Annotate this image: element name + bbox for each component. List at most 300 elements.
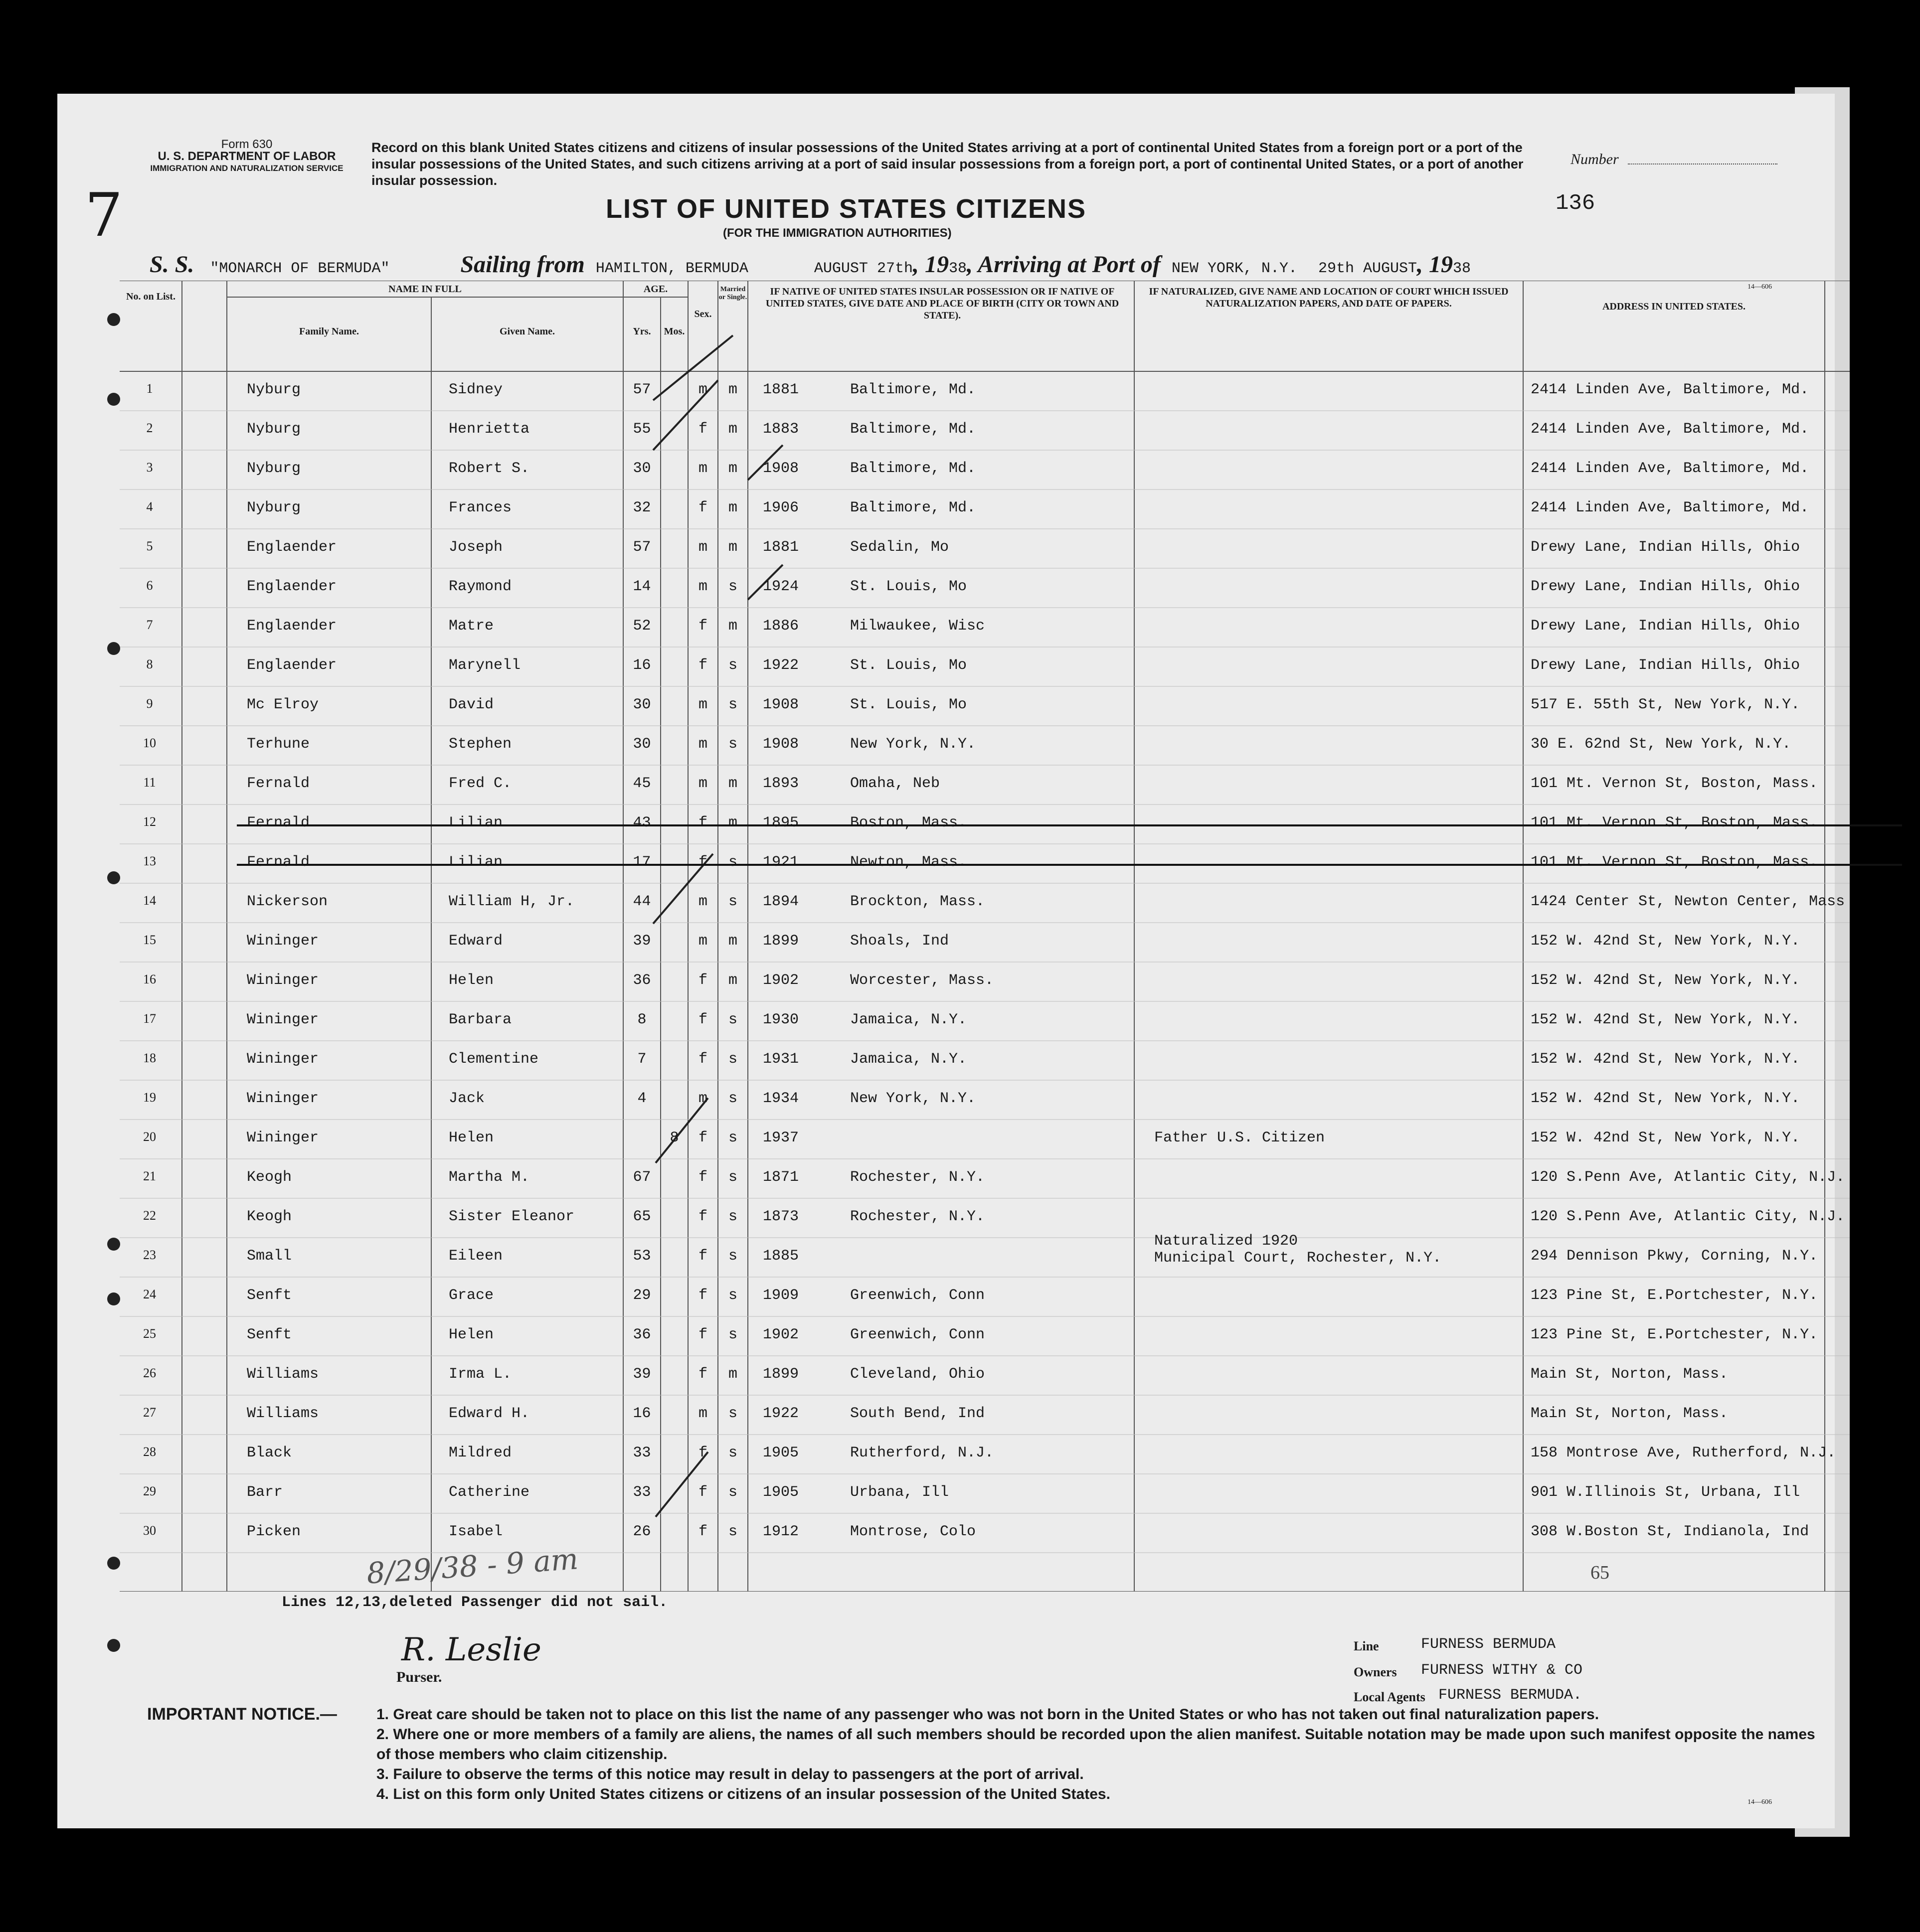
cell-yrs: 16: [633, 657, 651, 674]
table-row: [120, 805, 1850, 844]
cell-ms: s: [728, 1248, 737, 1265]
table-row: [120, 962, 1850, 1001]
cell-place: Greenwich, Conn: [850, 1287, 985, 1304]
margin-number: 65: [1590, 1562, 1609, 1583]
deleted-note: Lines 12,13,deleted Passenger did not sail.: [282, 1594, 668, 1611]
col-header-married: Married or Single.: [718, 286, 747, 301]
cell-ms: s: [728, 1051, 737, 1068]
cell-place: Rutherford, N.J.: [850, 1445, 994, 1461]
cell-family: Picken: [247, 1523, 301, 1540]
cell-ms: s: [728, 1090, 737, 1107]
cell-given: David: [449, 696, 494, 713]
cell-yrs: 32: [633, 499, 651, 516]
cell-address: 2414 Linden Ave, Baltimore, Md.: [1531, 381, 1809, 398]
cell-place: St. Louis, Mo: [850, 657, 967, 674]
cell-place: Urbana, Ill: [850, 1484, 949, 1501]
cell-place: Worcester, Mass.: [850, 972, 994, 989]
table-row: [120, 1233, 1850, 1277]
service: IMMIGRATION AND NATURALIZATION SERVICE: [150, 163, 344, 173]
col-header-mos: Mos.: [664, 326, 685, 337]
cell-no: 30: [143, 1523, 156, 1538]
cell-sex: f: [698, 1208, 707, 1225]
cell-sex: f: [698, 972, 707, 989]
cell-no: 20: [143, 1129, 156, 1144]
cell-family: Black: [247, 1445, 292, 1461]
cell-given: Helen: [449, 972, 494, 989]
cell-given: Catherine: [449, 1484, 530, 1501]
cell-given: Lilian: [449, 854, 503, 871]
cell-sex: f: [698, 1484, 707, 1501]
cell-year: 1930: [763, 1011, 799, 1028]
cell-given: Helen: [449, 1129, 494, 1146]
table-row: [120, 608, 1850, 647]
cell-address: 308 W.Boston St, Indianola, Ind: [1531, 1523, 1809, 1540]
binder-hole: [107, 1238, 120, 1251]
table-row: [120, 529, 1850, 568]
cell-family: Barr: [247, 1484, 283, 1501]
notice-item-1: 1. Great care should be taken not to place on this list the name of any passenger who was not born in the United States or who has not taken out final naturalization papers.: [376, 1706, 1599, 1723]
cell-yrs: 4: [637, 1090, 647, 1107]
cell-address: 120 S.Penn Ave, Atlantic City, N.J.: [1531, 1169, 1845, 1186]
table-row: [120, 1435, 1850, 1474]
cell-given: Barbara: [449, 1011, 512, 1028]
cell-year: 1922: [763, 1405, 799, 1422]
line-label: Line: [1354, 1639, 1379, 1653]
cell-no: 3: [146, 460, 153, 475]
table-row: [120, 765, 1850, 805]
cell-yrs: 52: [633, 618, 651, 635]
cell-sex: f: [698, 499, 707, 516]
cell-place: Baltimore, Md.: [850, 460, 976, 477]
table-row: [120, 1277, 1850, 1316]
cell-no: 14: [143, 893, 156, 908]
cell-family: Englaender: [247, 539, 337, 556]
cell-family: Wininger: [247, 1090, 319, 1107]
cell-ms: s: [728, 1326, 737, 1343]
sailing-from: HAMILTON, BERMUDA: [595, 260, 748, 277]
important-notice: [376, 1705, 1822, 1804]
cell-sex: m: [698, 381, 707, 398]
table-row: [120, 371, 1850, 411]
cell-address: 152 W. 42nd St, New York, N.Y.: [1531, 1051, 1800, 1068]
cell-ms: s: [728, 1287, 737, 1304]
cell-yrs: 57: [633, 381, 651, 398]
cell-mos: 8: [670, 1129, 679, 1146]
cell-address: 101 Mt. Vernon St, Boston, Mass.: [1531, 854, 1818, 871]
cell-family: Williams: [247, 1405, 319, 1422]
cell-year: 1905: [763, 1484, 799, 1501]
cell-ms: s: [728, 578, 737, 595]
cell-nat: Father U.S. Citizen: [1154, 1129, 1325, 1146]
cell-sex: m: [698, 933, 707, 950]
table-row: [120, 1513, 1850, 1553]
table-row: [120, 923, 1850, 962]
arrive-date: 29th AUGUST: [1318, 260, 1417, 277]
cell-yrs: 55: [633, 421, 651, 438]
binder-hole: [107, 1639, 120, 1652]
arrive-year: 38: [1453, 260, 1471, 277]
page-number: 136: [1556, 191, 1595, 216]
agents-value: FURNESS BERMUDA.: [1438, 1687, 1582, 1704]
cell-place: Jamaica, N.Y.: [850, 1051, 967, 1068]
cell-year: 1895: [763, 814, 799, 831]
handwritten-date: 8/29/38 - 9 am: [365, 1542, 579, 1591]
cell-year: 1886: [763, 618, 799, 635]
notice-item-4: 4. List on this form only United States citizens or citizens of an insular possession of the United States.: [376, 1786, 1110, 1802]
cell-sex: f: [698, 1051, 707, 1068]
cell-no: 5: [146, 539, 153, 553]
cell-family: Wininger: [247, 1011, 319, 1028]
cell-given: Mildred: [449, 1445, 512, 1461]
cell-family: Williams: [247, 1366, 319, 1383]
cell-sex: m: [698, 775, 707, 792]
cell-address: 2414 Linden Ave, Baltimore, Md.: [1531, 421, 1809, 438]
cell-sex: f: [698, 421, 707, 438]
cell-no: 6: [146, 578, 153, 593]
cell-given: Grace: [449, 1287, 494, 1304]
cell-yrs: 36: [633, 1326, 651, 1343]
cell-yrs: 57: [633, 539, 651, 556]
cell-year: 1902: [763, 972, 799, 989]
cell-family: Wininger: [247, 1129, 319, 1146]
purser-signature: R. Leslie: [401, 1631, 541, 1668]
cell-sex: m: [698, 696, 707, 713]
cell-address: 123 Pine St, E.Portchester, N.Y.: [1531, 1326, 1818, 1343]
binder-hole: [107, 871, 120, 884]
cell-place: St. Louis, Mo: [850, 696, 967, 713]
cell-given: Raymond: [449, 578, 512, 595]
form-instructions: Record on this blank United States citizens and citizens of insular possessions of the United States arriving at a port of continental United States from a foreign port or a port of the insular possessions of the United States, and such citizens arriving at a port of said insular possessions from a foreign port, a port of continental United States, or a port of another insular possession.: [371, 140, 1524, 188]
cell-no: 19: [143, 1090, 156, 1105]
cell-sex: f: [698, 854, 707, 871]
voyage-line: S. S. "MONARCH OF BERMUDA" Sailing from HAMILTON, BERMUDA AUGUST 27th, 1938, Arriving at Port of NEW YORK, N.Y. 29th AUGUST, 1938: [150, 251, 1471, 278]
cell-address: 30 E. 62nd St, New York, N.Y.: [1531, 736, 1791, 753]
cell-given: Sidney: [449, 381, 503, 398]
cell-year: 1881: [763, 539, 799, 556]
cell-address: Drewy Lane, Indian Hills, Ohio: [1531, 618, 1800, 635]
cell-year: 1909: [763, 1287, 799, 1304]
cell-place: Omaha, Neb: [850, 775, 940, 792]
cell-year: 1922: [763, 657, 799, 674]
arrival-port: NEW YORK, N.Y.: [1171, 260, 1297, 277]
cell-sex: f: [698, 1129, 707, 1146]
cell-yrs: 67: [633, 1169, 651, 1186]
purser-label: Purser.: [396, 1669, 442, 1685]
cell-sex: f: [698, 657, 707, 674]
cell-sex: f: [698, 1287, 707, 1304]
strikethrough-line: [237, 824, 1902, 826]
owners-value: FURNESS WITHY & CO: [1421, 1662, 1583, 1679]
cell-place: Jamaica, N.Y.: [850, 1011, 967, 1028]
cell-no: 18: [143, 1051, 156, 1065]
cell-ms: m: [728, 814, 737, 831]
cell-yrs: 14: [633, 578, 651, 595]
cell-no: 23: [143, 1248, 156, 1262]
cell-ms: m: [728, 933, 737, 950]
cell-year: 1912: [763, 1523, 799, 1540]
cell-place: Shoals, Ind: [850, 933, 949, 950]
cell-address: Drewy Lane, Indian Hills, Ohio: [1531, 539, 1800, 556]
cell-yrs: 53: [633, 1248, 651, 1265]
cell-given: Isabel: [449, 1523, 503, 1540]
cell-address: 101 Mt. Vernon St, Boston, Mass.: [1531, 814, 1818, 831]
cell-place: Rochester, N.Y.: [850, 1169, 985, 1186]
cell-ms: s: [728, 1484, 737, 1501]
cell-ms: s: [728, 736, 737, 753]
cell-address: 517 E. 55th St, New York, N.Y.: [1531, 696, 1800, 713]
cell-family: Fernald: [247, 775, 310, 792]
cell-yrs: 30: [633, 736, 651, 753]
binder-hole: [107, 393, 120, 406]
cell-address: 2414 Linden Ave, Baltimore, Md.: [1531, 460, 1809, 477]
cell-family: Wininger: [247, 972, 319, 989]
cell-yrs: 36: [633, 972, 651, 989]
col-header-birth: IF NATIVE OF UNITED STATES INSULAR POSSESSION OR IF NATIVE OF UNITED STATES, GIVE DATE AND PLACE OF BIRTH (CITY OR TOWN AND STATE).: [765, 286, 1119, 321]
cell-no: 22: [143, 1208, 156, 1223]
cell-given: Robert S.: [449, 460, 530, 477]
cell-no: 8: [146, 657, 153, 671]
cell-address: 1424 Center St, Newton Center, Mass: [1531, 893, 1845, 910]
sailing-label: Sailing from: [460, 251, 585, 278]
arriving-label: Arriving at Port of: [978, 251, 1161, 278]
cell-year: 1873: [763, 1208, 799, 1225]
cell-family: Keogh: [247, 1208, 292, 1225]
cell-family: Fernald: [247, 854, 310, 871]
cell-place: Milwaukee, Wisc: [850, 618, 985, 635]
cell-family: Englaender: [247, 618, 337, 635]
page-subtitle: (FOR THE IMMIGRATION AUTHORITIES): [723, 226, 952, 240]
cell-year: 1894: [763, 893, 799, 910]
table-row: [120, 1080, 1850, 1120]
cell-ms: s: [728, 1523, 737, 1540]
cell-ms: s: [728, 1169, 737, 1186]
cell-yrs: 26: [633, 1523, 651, 1540]
cell-year: 1902: [763, 1326, 799, 1343]
col-header-naturalized: IF NATURALIZED, GIVE NAME AND LOCATION OF COURT WHICH ISSUED NATURALIZATION PAPERS, AND DATE OF PAPERS.: [1149, 286, 1509, 309]
cell-address: 294 Dennison Pkwy, Corning, N.Y.: [1531, 1248, 1818, 1265]
owners-label: Owners: [1354, 1665, 1397, 1679]
cell-sex: m: [698, 1090, 707, 1107]
cell-yrs: 16: [633, 1405, 651, 1422]
cell-family: Mc Elroy: [247, 696, 319, 713]
notice-item-2: 2. Where one or more members of a family are aliens, the names of all such members should be recorded upon the alien manifest. Suitable notation may be made upon such manifest opposite the names of those members who claim citizenship.: [376, 1726, 1815, 1763]
cell-given: Marynell: [449, 657, 521, 674]
cell-sex: f: [698, 1366, 707, 1383]
cell-sex: m: [698, 578, 707, 595]
cell-no: 25: [143, 1326, 156, 1341]
depart-year: 38: [948, 260, 967, 277]
cell-yrs: 30: [633, 460, 651, 477]
number-label: Number: [1571, 151, 1619, 167]
table-row: [120, 1395, 1850, 1435]
binder-hole: [107, 1557, 120, 1570]
cell-year: 1899: [763, 933, 799, 950]
agents-label: Local Agents: [1354, 1690, 1425, 1704]
table-row: [120, 726, 1850, 765]
cell-no: 15: [143, 933, 156, 947]
cell-place: Baltimore, Md.: [850, 499, 976, 516]
cell-no: 28: [143, 1445, 156, 1459]
cell-year: 1885: [763, 1248, 799, 1265]
passenger-table: [120, 281, 1850, 1592]
cell-year: 1881: [763, 381, 799, 398]
depart-date: AUGUST 27th: [814, 260, 913, 277]
cell-address: 152 W. 42nd St, New York, N.Y.: [1531, 1011, 1800, 1028]
print-code-top: 14—606: [1747, 283, 1772, 291]
cell-family: Senft: [247, 1326, 292, 1343]
col-header-no: No. on List.: [126, 291, 175, 302]
cell-yrs: 39: [633, 933, 651, 950]
cell-sex: f: [698, 1326, 707, 1343]
cell-no: 12: [143, 814, 156, 829]
table-row: [120, 411, 1850, 450]
cell-sex: m: [698, 1405, 707, 1422]
cell-sex: f: [698, 618, 707, 635]
cell-year: 1893: [763, 775, 799, 792]
cell-no: 26: [143, 1366, 156, 1380]
cell-ms: m: [728, 618, 737, 635]
cell-address: 152 W. 42nd St, New York, N.Y.: [1531, 972, 1800, 989]
cell-no: 17: [143, 1011, 156, 1026]
cell-yrs: 29: [633, 1287, 651, 1304]
cell-given: Stephen: [449, 736, 512, 753]
cell-no: 27: [143, 1405, 156, 1420]
table-row: [120, 1198, 1850, 1238]
cell-year: 1908: [763, 736, 799, 753]
cell-family: Wininger: [247, 1051, 319, 1068]
table-row: [120, 883, 1850, 923]
cell-ms: s: [728, 893, 737, 910]
cell-yrs: 44: [633, 893, 651, 910]
cell-ms: m: [728, 1366, 737, 1383]
cell-place: South Bend, Ind: [850, 1405, 985, 1422]
form-number: Form 630: [221, 138, 273, 151]
ss-label: S. S.: [150, 251, 194, 278]
binder-hole: [107, 1292, 120, 1305]
cell-given: Frances: [449, 499, 512, 516]
cell-ms: m: [728, 421, 737, 438]
line-value: FURNESS BERMUDA: [1421, 1636, 1556, 1653]
cell-address: 152 W. 42nd St, New York, N.Y.: [1531, 933, 1800, 950]
cell-given: Lilian: [449, 814, 503, 831]
cell-given: Jack: [449, 1090, 485, 1107]
cell-no: 29: [143, 1484, 156, 1498]
cell-family: Nyburg: [247, 381, 301, 398]
cell-no: 21: [143, 1169, 156, 1183]
cell-given: Martha M.: [449, 1169, 530, 1186]
cell-family: Nickerson: [247, 893, 328, 910]
col-header-name-in-full: NAME IN FULL: [388, 284, 462, 295]
cell-ms: m: [728, 972, 737, 989]
margin-mark: 7: [85, 181, 123, 250]
cell-year: 1934: [763, 1090, 799, 1107]
year-prefix-1: 19: [924, 251, 949, 278]
cell-ms: m: [728, 460, 737, 477]
table-row: [120, 1316, 1850, 1356]
cell-family: Englaender: [247, 657, 337, 674]
cell-ms: s: [728, 1011, 737, 1028]
cell-no: 24: [143, 1287, 156, 1301]
cell-family: Nyburg: [247, 499, 301, 516]
strikethrough-line: [237, 864, 1902, 866]
cell-year: 1908: [763, 696, 799, 713]
cell-place: Cleveland, Ohio: [850, 1366, 985, 1383]
binder-hole: [107, 313, 120, 326]
cell-sex: f: [698, 1169, 707, 1186]
cell-given: Helen: [449, 1326, 494, 1343]
cell-address: 2414 Linden Ave, Baltimore, Md.: [1531, 499, 1809, 516]
cell-no: 2: [146, 421, 153, 435]
page-title: LIST OF UNITED STATES CITIZENS: [606, 194, 1086, 224]
table-row: [120, 1356, 1850, 1395]
cell-no: 13: [143, 854, 156, 868]
cell-ms: s: [728, 1208, 737, 1225]
cell-given: Edward: [449, 933, 503, 950]
cell-ms: s: [728, 696, 737, 713]
cell-yrs: 65: [633, 1208, 651, 1225]
cell-family: Nyburg: [247, 460, 301, 477]
cell-place: Newton, Mass.: [850, 854, 967, 871]
cell-address: 123 Pine St, E.Portchester, N.Y.: [1531, 1287, 1818, 1304]
department: U. S. DEPARTMENT OF LABOR: [158, 150, 336, 163]
cell-ms: s: [728, 1405, 737, 1422]
binder-hole: [107, 642, 120, 655]
ship-name: "MONARCH OF BERMUDA": [210, 260, 390, 277]
table-row: [120, 1120, 1850, 1159]
col-header-age: AGE.: [643, 284, 668, 295]
cell-sex: f: [698, 814, 707, 831]
cell-yrs: 7: [637, 1051, 647, 1068]
cell-given: Sister Eleanor: [449, 1208, 575, 1225]
cell-given: Clementine: [449, 1051, 539, 1068]
cell-no: 1: [146, 381, 153, 396]
cell-place: Montrose, Colo: [850, 1523, 976, 1540]
cell-nat: Naturalized 1920 Municipal Court, Rochester, N.Y.: [1154, 1233, 1442, 1267]
cell-family: Englaender: [247, 578, 337, 595]
cell-given: Matre: [449, 618, 494, 635]
cell-address: 152 W. 42nd St, New York, N.Y.: [1531, 1129, 1800, 1146]
table-row: [120, 686, 1850, 726]
cell-no: 9: [146, 696, 153, 711]
table-row: [120, 1041, 1850, 1080]
cell-given: Joseph: [449, 539, 503, 556]
cell-address: 152 W. 42nd St, New York, N.Y.: [1531, 1090, 1800, 1107]
cell-family: Senft: [247, 1287, 292, 1304]
col-header-sex: Sex.: [694, 309, 712, 320]
cell-address: 101 Mt. Vernon St, Boston, Mass.: [1531, 775, 1818, 792]
cell-sex: m: [698, 460, 707, 477]
cell-year: 1937: [763, 1129, 799, 1146]
cell-yrs: 8: [637, 1011, 647, 1028]
table-row: [120, 450, 1850, 489]
cell-yrs: 45: [633, 775, 651, 792]
cell-ms: m: [728, 381, 737, 398]
cell-family: Keogh: [247, 1169, 292, 1186]
cell-place: Baltimore, Md.: [850, 421, 976, 438]
cell-family: Fernald: [247, 814, 310, 831]
form-tag: [142, 139, 351, 174]
cell-place: Sedalin, Mo: [850, 539, 949, 556]
cell-no: 10: [143, 736, 156, 750]
cell-address: Drewy Lane, Indian Hills, Ohio: [1531, 657, 1800, 674]
cell-yrs: 30: [633, 696, 651, 713]
year-prefix-2: 19: [1429, 251, 1453, 278]
cell-address: 120 S.Penn Ave, Atlantic City, N.J.: [1531, 1208, 1845, 1225]
cell-given: William H, Jr.: [449, 893, 575, 910]
table-row: [120, 1159, 1850, 1198]
table-row: [120, 489, 1850, 529]
cell-given: Eileen: [449, 1248, 503, 1265]
